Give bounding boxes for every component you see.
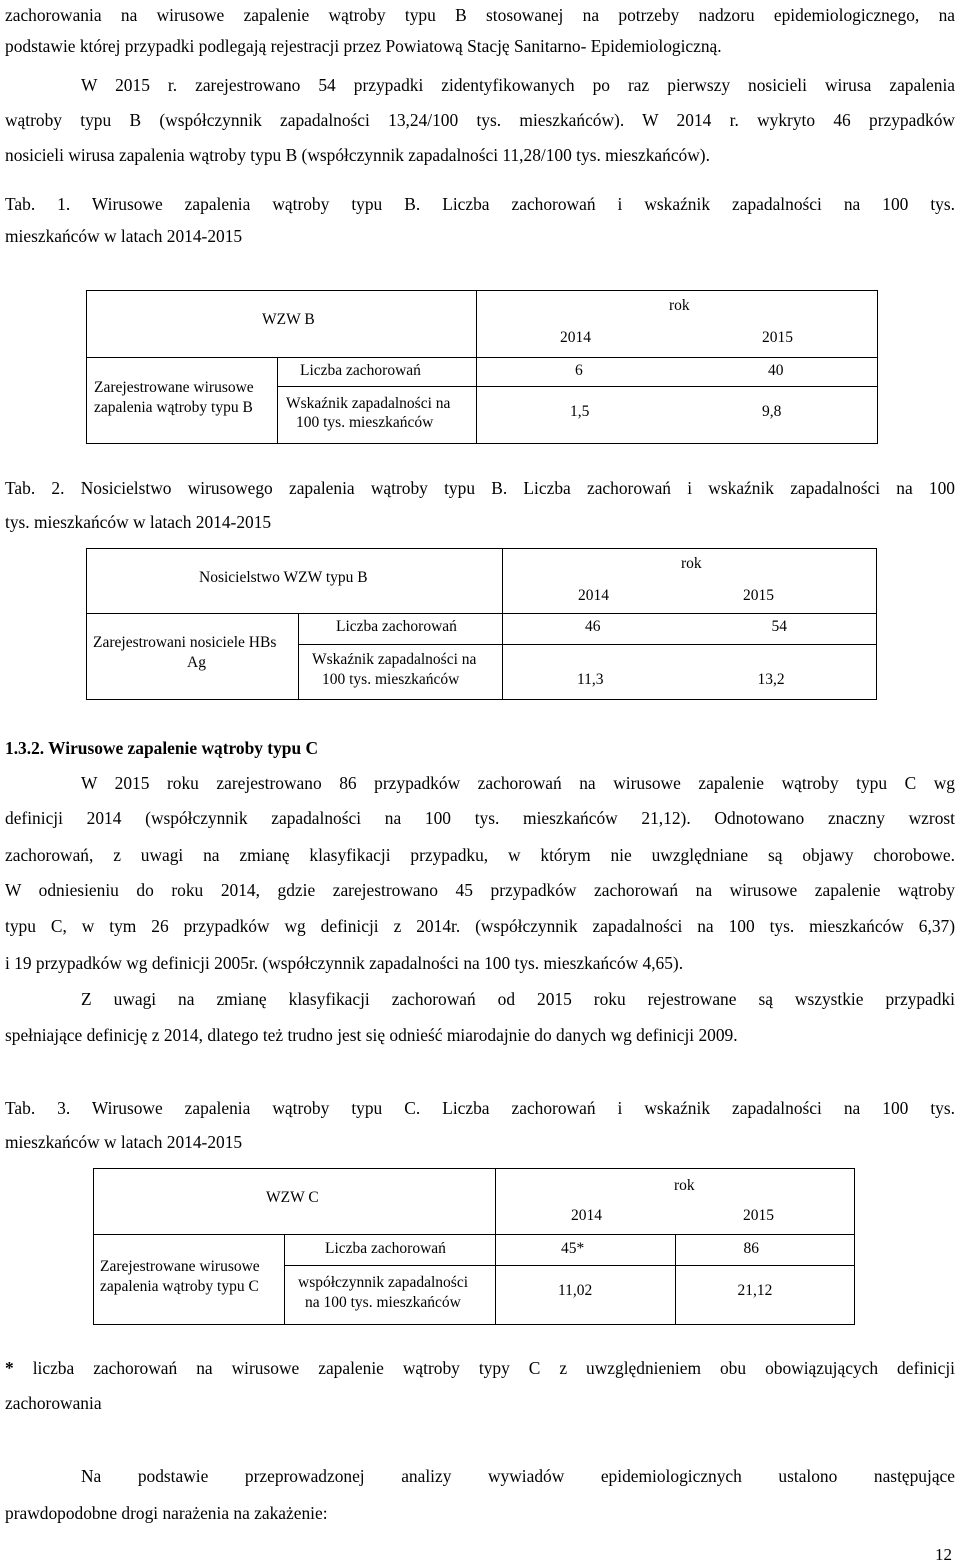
value-cell xyxy=(503,614,690,645)
metric-label: 100 tys. mieszkańców xyxy=(296,414,434,431)
value-2015: 9,8 xyxy=(762,403,782,420)
text-line: i 19 przypadków wg definicji 2005r. (współczynnik zapadalności na 100 tys. mieszkańców 4,65). xyxy=(5,953,684,973)
table-caption: mieszkańców w latach 2014-2015 xyxy=(5,226,243,246)
table-wzw-b xyxy=(86,290,878,444)
metric-cell xyxy=(285,1266,496,1325)
year-header-cell xyxy=(496,1169,855,1235)
value-cell xyxy=(690,614,877,645)
metric-label: Wskaźnik zapadalności na xyxy=(286,395,451,412)
text-line: W 2015 roku zarejestrowano 86 przypadków zachorowań na wirusowe zapalenie wątroby typu C wg xyxy=(81,773,955,793)
value-2014: 11,3 xyxy=(577,671,604,688)
rok-label: rok xyxy=(681,555,702,572)
value-cell xyxy=(477,358,678,387)
row-label-cell xyxy=(94,1235,285,1325)
metric-cell xyxy=(285,1235,496,1266)
text-line: podstawie której przypadki podlegają rejestracji przez Powiatową Stację Sanitarno- Epidemiologiczną. xyxy=(5,36,722,56)
value-2015: 86 xyxy=(743,1240,759,1257)
row-label: Zarejestrowane wirusowe xyxy=(94,378,254,396)
table-header-cell xyxy=(87,549,503,614)
metric-label: Liczba zachorowań xyxy=(300,362,421,379)
year-2015: 2015 xyxy=(762,329,793,346)
table-caption: mieszkańców w latach 2014-2015 xyxy=(5,1132,243,1152)
metric-label: na 100 tys. mieszkańców xyxy=(305,1294,461,1311)
footnote: zachorowania xyxy=(5,1393,102,1413)
table-header-cell xyxy=(87,291,477,358)
year-header-cell xyxy=(503,549,877,614)
value-cell xyxy=(675,1266,855,1325)
text-line: Z uwagi na zmianę klasyfikacji zachorowań od 2015 roku rejestrowane są wszystkie przypadki xyxy=(81,989,955,1009)
value-2015: 13,2 xyxy=(757,671,785,688)
row-label: zapalenia wątroby typu C xyxy=(100,1277,259,1295)
footnote-text: liczba zachorowań na wirusowe zapalenie wątroby typy C z uwzględnieniem obu obowiązujących definicji xyxy=(13,1358,955,1378)
row-label: zapalenia wątroby typu B xyxy=(94,398,253,416)
value-cell xyxy=(675,1235,855,1266)
table-title: WZW C xyxy=(266,1189,319,1206)
row-label-cell xyxy=(87,614,299,700)
footnote-star: * xyxy=(5,1358,14,1378)
row-label-cell xyxy=(87,358,278,444)
footnote xyxy=(5,1357,955,1379)
table-header-cell xyxy=(94,1169,496,1235)
value-2014: 1,5 xyxy=(570,403,590,420)
metric-label: Liczba zachorowań xyxy=(325,1240,446,1257)
value-cell xyxy=(677,358,878,387)
table-title: WZW B xyxy=(262,311,315,328)
page-number: 12 xyxy=(935,1545,952,1564)
year-2014: 2014 xyxy=(560,329,591,346)
value-2014: 6 xyxy=(575,362,583,379)
text-line: prawdopodobne drogi narażenia na zakażenie: xyxy=(5,1503,328,1523)
year-2015: 2015 xyxy=(743,587,774,604)
table-caption: Tab. 2. Nosicielstwo wirusowego zapalenia wątroby typu B. Liczba zachorowań i wskaźnik zapadalności na 100 xyxy=(5,478,955,498)
text-line: Na podstawie przeprowadzonej analizy wywiadów epidemiologicznych ustalono następujące xyxy=(81,1466,955,1486)
metric-cell xyxy=(299,645,503,700)
text-line: zachorowań, z uwagi na zmianę klasyfikacji przypadku, w którym nie uwzględniane są objawy chorobowe. xyxy=(5,845,955,865)
metric-label: współczynnik zapadalności xyxy=(298,1274,469,1291)
metric-label: 100 tys. mieszkańców xyxy=(322,671,460,688)
table-caption: tys. mieszkańców w latach 2014-2015 xyxy=(5,512,272,532)
text-line: wątroby typu B (współczynnik zapadalności 13,24/100 tys. mieszkańców). W 2014 r. wykryto 46 przypadków xyxy=(5,110,955,130)
text-line: definicji 2014 (współczynnik zapadalności na 100 tys. mieszkańców 21,12). Odnotowano znaczny wzrost xyxy=(5,808,955,828)
value-cell xyxy=(690,645,877,700)
value-cell xyxy=(477,387,678,444)
section-heading: 1.3.2. Wirusowe zapalenie wątroby typu C xyxy=(5,738,319,758)
table-caption: Tab. 3. Wirusowe zapalenia wątroby typu C. Liczba zachorowań i wskaźnik zapadalności na 100 tys. xyxy=(5,1098,955,1118)
text-line: spełniające definicję z 2014, dlatego też trudno jest się odnieść miarodajnie do danych wg definicji 2009. xyxy=(5,1025,738,1045)
value-2015: 21,12 xyxy=(737,1282,773,1299)
value-cell xyxy=(496,1235,676,1266)
metric-cell xyxy=(278,387,477,444)
table-caption: Tab. 1. Wirusowe zapalenia wątroby typu B. Liczba zachorowań i wskaźnik zapadalności na 100 tys. xyxy=(5,194,955,214)
row-label: Zarejestrowane wirusowe xyxy=(100,1257,260,1275)
rok-label: rok xyxy=(669,297,690,314)
year-header-cell xyxy=(477,291,878,358)
metric-label: Liczba zachorowań xyxy=(336,618,457,635)
row-label: Zarejestrowani nosiciele HBs xyxy=(93,633,277,651)
rok-label: rok xyxy=(674,1177,695,1194)
table-nosicielstwo-wzw-b xyxy=(86,548,877,700)
text-line: W odniesieniu do roku 2014, gdzie zarejestrowano 45 przypadków zachorowań na wirusowe zapalenie wątroby xyxy=(5,880,955,900)
metric-label: Wskaźnik zapadalności na xyxy=(312,651,477,668)
table-wzw-c xyxy=(93,1168,855,1325)
value-2015: 54 xyxy=(771,618,787,635)
table-title: Nosicielstwo WZW typu B xyxy=(199,569,368,586)
value-2015: 40 xyxy=(768,362,784,379)
row-label: Ag xyxy=(187,653,206,671)
metric-cell xyxy=(299,614,503,645)
value-2014: 46 xyxy=(585,618,601,635)
value-cell xyxy=(496,1266,676,1325)
year-2015: 2015 xyxy=(743,1207,774,1224)
year-2014: 2014 xyxy=(578,587,609,604)
text-line: typu C, w tym 26 przypadków wg definicji z 2014r. (współczynnik zapadalności na 100 tys. mieszkańców 6,37) xyxy=(5,916,955,936)
year-2014: 2014 xyxy=(571,1207,602,1224)
text-line: nosicieli wirusa zapalenia wątroby typu B (współczynnik zapadalności 11,28/100 tys. mieszkańców). xyxy=(5,145,710,165)
text-line: zachorowania na wirusowe zapalenie wątroby typu B stosowanej na potrzeby nadzoru epidemiologicznego, na xyxy=(5,5,955,25)
value-2014: 11,02 xyxy=(558,1282,593,1299)
text-line: W 2015 r. zarejestrowano 54 przypadki zidentyfikowanych po raz pierwszy nosicieli wirusa zapalenia xyxy=(81,75,955,95)
metric-cell xyxy=(278,358,477,387)
value-cell xyxy=(677,387,878,444)
value-cell xyxy=(503,645,690,700)
value-2014: 45* xyxy=(561,1240,585,1257)
